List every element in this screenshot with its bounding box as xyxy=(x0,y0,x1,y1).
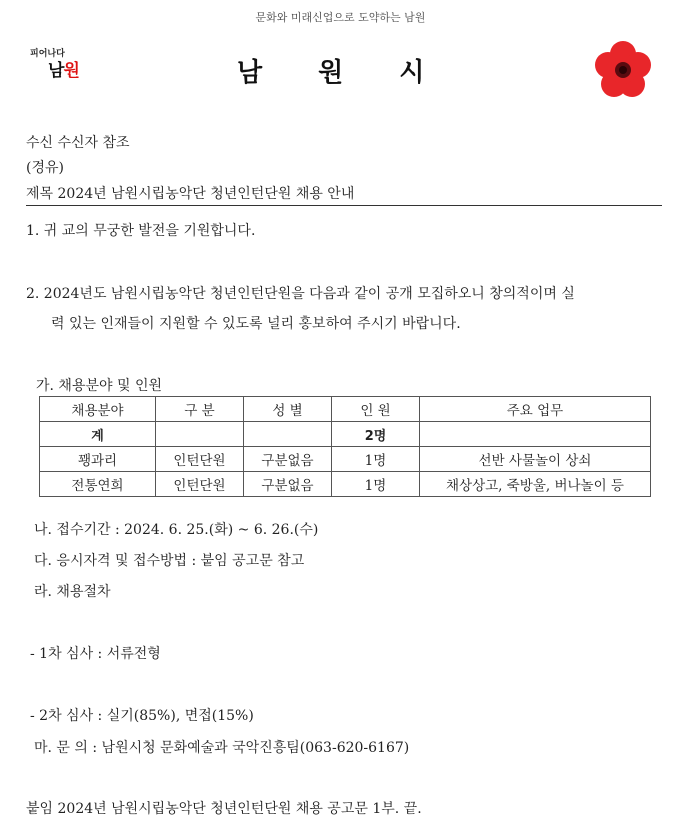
city-char-1: 남 xyxy=(237,58,263,88)
table-cell: 인턴단원 xyxy=(156,447,244,472)
via-line: (경유) xyxy=(26,160,64,176)
paragraph-2-line-1: 2. 2024년도 남원시립농악단 청년인턴단원을 다음과 같이 공개 모집하오니 창의적이며 실 xyxy=(26,286,575,302)
table-cell xyxy=(420,422,651,447)
attachment-line: 붙임 2024년 남원시립농악단 청년인턴단원 채용 공고문 1부. 끝. xyxy=(26,801,422,817)
table-cell: 구분없음 xyxy=(244,447,332,472)
table-cell: 전통연희 xyxy=(40,472,156,497)
table-cell: 2명 xyxy=(332,422,420,447)
table-header: 채용분야 xyxy=(40,397,156,422)
procedure-step-2: - 2차 심사 : 실기(85%), 면접(15%) xyxy=(30,708,254,724)
paragraph-2-line-2: 력 있는 인재들이 지원할 수 있도록 널리 홍보하여 주시기 바랍니다. xyxy=(51,316,461,332)
section-ga: 가. 채용분야 및 인원 xyxy=(36,378,162,394)
procedure-step-1: - 1차 심사 : 서류전형 xyxy=(30,646,161,662)
table-cell xyxy=(244,422,332,447)
table-header: 성 별 xyxy=(244,397,332,422)
table-cell: 1명 xyxy=(332,472,420,497)
city-flower-emblem-icon xyxy=(593,40,653,100)
table-header-row xyxy=(40,397,651,422)
table-cell: 인턴단원 xyxy=(156,472,244,497)
section-da: 다. 응시자격 및 접수방법 : 붙임 공고문 참고 xyxy=(34,553,305,569)
slogan: 문화와 미래신업으로 도약하는 남원 xyxy=(255,11,426,24)
table-total-row xyxy=(40,422,651,447)
table-cell: 계 xyxy=(40,422,156,447)
city-char-3: 시 xyxy=(399,58,425,88)
table-cell: 1명 xyxy=(332,447,420,472)
table-header: 구 분 xyxy=(156,397,244,422)
section-ma: 마. 문 의 : 남원시청 문화예술과 국악진흥팀(063-620-6167) xyxy=(34,740,410,756)
table-header: 인 원 xyxy=(332,397,420,422)
table-cell: 채상상고, 죽방울, 버나놀이 등 xyxy=(420,472,651,497)
subject-line: 제목 2024년 남원시립농악단 청년인턴단원 채용 안내 xyxy=(26,186,355,202)
section-na: 나. 접수기간 : 2024. 6. 25.(화) ~ 6. 26.(수) xyxy=(34,522,319,538)
city-logo xyxy=(30,46,102,86)
table-cell: 꽹과리 xyxy=(40,447,156,472)
table-row xyxy=(40,472,651,497)
logo-char-1: 남 xyxy=(48,61,64,81)
section-ra: 라. 채용절차 xyxy=(34,584,111,600)
recruitment-table xyxy=(39,396,651,497)
city-char-2: 원 xyxy=(318,58,344,88)
table-header: 주요 업무 xyxy=(420,397,651,422)
logo-wordmark xyxy=(48,56,79,81)
table-cell xyxy=(156,422,244,447)
logo-tagline: 피어나다 xyxy=(30,49,65,59)
table-cell: 선반 사물놀이 상쇠 xyxy=(420,447,651,472)
table-cell: 구분없음 xyxy=(244,472,332,497)
paragraph-1: 1. 귀 교의 무궁한 발전을 기원합니다. xyxy=(26,223,256,239)
header-divider xyxy=(26,205,662,206)
recipient-line: 수신 수신자 참조 xyxy=(26,135,130,151)
city-name xyxy=(237,52,424,89)
logo-char-2: 원 xyxy=(63,61,79,81)
table-row xyxy=(40,447,651,472)
